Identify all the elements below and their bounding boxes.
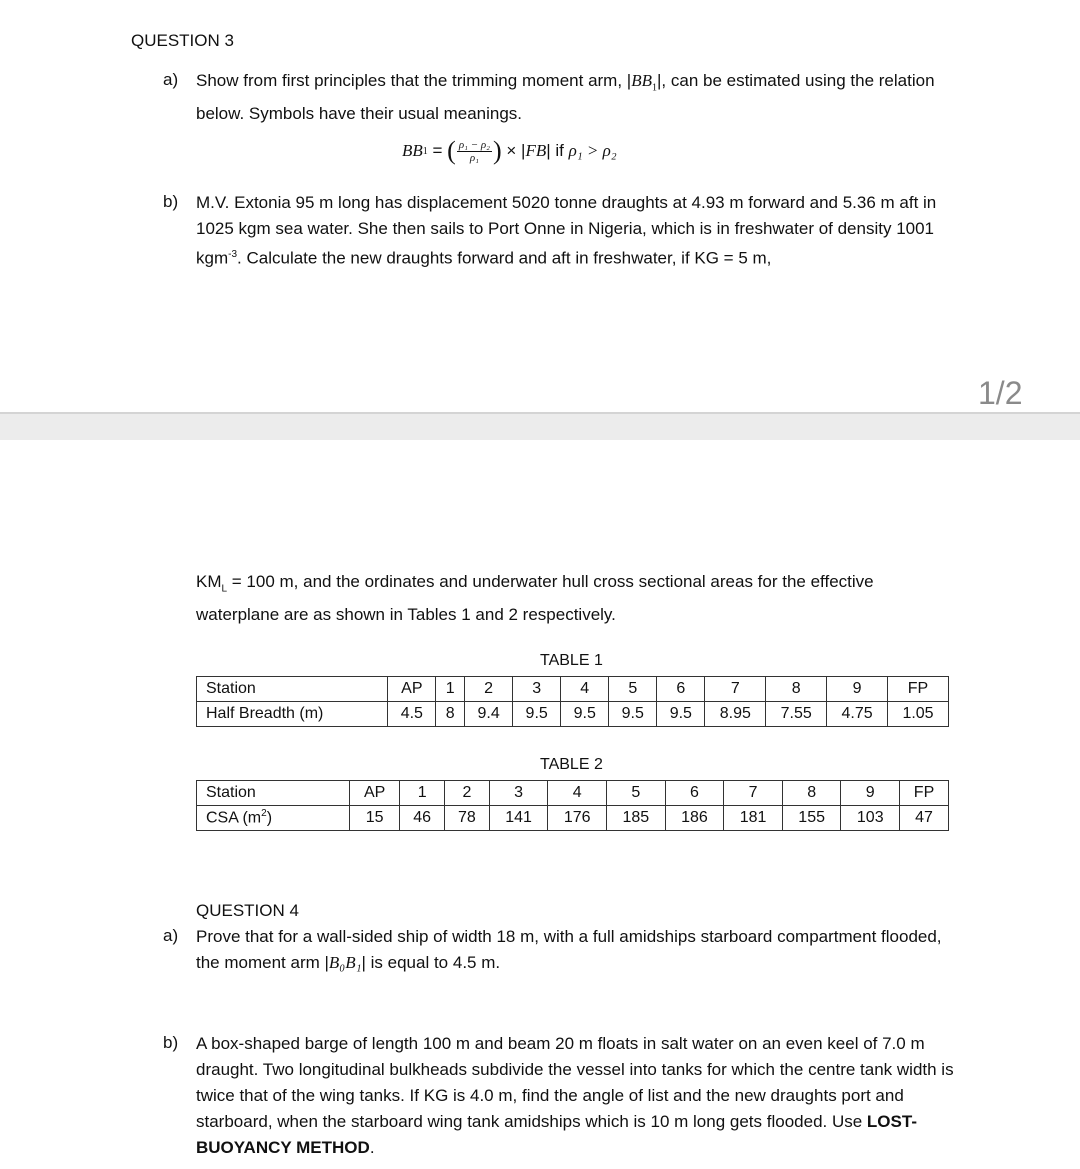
formula-lhs-sub: 1	[422, 145, 428, 157]
csa-sup: 2	[261, 808, 267, 820]
table-cell: 8.95	[705, 702, 766, 727]
page-number: 1/2	[978, 375, 1023, 411]
table-cell: 103	[841, 806, 900, 831]
question-3-heading: QUESTION 3	[131, 31, 234, 50]
table-cell: 186	[665, 806, 724, 831]
table-cell: 9.5	[513, 702, 561, 727]
table-cell: 8	[766, 677, 827, 702]
table-cell: AP	[350, 781, 400, 806]
table-1-station-row	[197, 677, 949, 702]
table-cell: 3	[489, 781, 548, 806]
table-1	[196, 676, 949, 727]
q3-part-a-label: a)	[163, 70, 179, 89]
csa-tail: )	[266, 809, 273, 827]
table-cell: 9.4	[465, 702, 513, 727]
table-cell: 15	[350, 806, 400, 831]
table-cell: 2	[445, 781, 490, 806]
table-cell: 185	[607, 806, 666, 831]
formula-condition: ρ₁ > ρ₂	[568, 141, 617, 160]
km-text: = 100 m, and the ordinates and underwater hull cross sectional areas for the effective waterplane are as shown in Tables 1 and 2 respectively.	[196, 572, 874, 625]
page-divider	[0, 412, 1080, 440]
table-cell: 6	[657, 677, 705, 702]
table-cell: 2	[465, 677, 513, 702]
q3-a-symbol: BB	[631, 71, 652, 90]
table-cell: 4	[548, 781, 607, 806]
trimming-arm-formula	[402, 138, 617, 164]
q4-part-a-text	[196, 924, 956, 976]
formula-if: | if	[546, 141, 569, 160]
km-subscript: L	[221, 583, 228, 595]
table-cell: 176	[548, 806, 607, 831]
q3-b-text-start: M.V. Extonia 95 m long has displacement 5020 tonne draughts at 4.93 m forward and 5.36 m aft in 1025 kgm sea water. She then sails to Port Onne in Nigeria, which is in freshwater of density 1001 kgm	[196, 193, 937, 268]
q4-a-symbol: B₀B₁	[328, 953, 362, 972]
formula-close-paren: )	[492, 136, 502, 165]
formula-times: × |	[501, 141, 526, 160]
q3-b-text-end: . Calculate the new draughts forward and aft in freshwater, if KG = 5 m,	[237, 248, 772, 268]
q3-a-symbol-sub: 1	[652, 82, 657, 94]
q4-part-b-label: b)	[163, 1033, 179, 1052]
table-2-row-head: Station	[197, 781, 350, 806]
q4-b-bold-method: LOST-BUOYANCY METHOD	[196, 1112, 917, 1157]
table-cell: 7	[705, 677, 766, 702]
formula-fraction	[457, 139, 492, 164]
q4-b-text-start: A box-shaped barge of length 100 m and beam 20 m floats in salt water on an even keel of 7.0 m draught. Two longitudinal bulkheads subdivide the vessel into tanks for which the centre tank width is twice that of the wing tanks. If KG is 4.0 m, find the angle of list and the new draughts port and starboard, when the starboard wing tank amidships which is 10 m long gets flooded. Use	[196, 1034, 954, 1131]
table-cell: 7	[724, 781, 783, 806]
table-cell: 5	[609, 677, 657, 702]
table-cell: 4.75	[827, 702, 888, 727]
table-cell: 78	[445, 806, 490, 831]
q3-a-text-end: |, can be estimated using the relation below. Symbols have their usual meanings.	[196, 71, 935, 124]
table-1-caption: TABLE 1	[540, 652, 603, 669]
q3-part-b-label: b)	[163, 192, 179, 211]
table-2	[196, 780, 949, 831]
km-statement	[196, 569, 956, 628]
table-cell: 4	[561, 677, 609, 702]
table-cell: FP	[888, 677, 949, 702]
formula-lhs: BB	[402, 141, 423, 160]
table-cell: 4.5	[388, 702, 436, 727]
table-cell: 3	[513, 677, 561, 702]
q3-a-text-start: Show from first principles that the trimming moment arm, |	[196, 71, 632, 90]
table-cell: 1	[436, 677, 465, 702]
table-2-caption: TABLE 2	[540, 756, 603, 773]
q4-a-text-start: Prove that for a wall-sided ship of width 18 m, with a full amidships starboard compartment flooded, the moment arm |	[196, 927, 942, 972]
q3-b-superscript: -3	[228, 249, 238, 260]
formula-fb: FB	[525, 141, 547, 160]
csa-label: CSA (m	[206, 809, 262, 827]
formula-numerator: ρ₁ − ρ₂	[458, 138, 490, 151]
table-cell: FP	[900, 781, 949, 806]
table-cell: 9.5	[657, 702, 705, 727]
q3-part-a-text	[196, 68, 956, 127]
table-cell: 7.55	[766, 702, 827, 727]
table-2-value-row	[197, 806, 949, 831]
table-cell: 1.05	[888, 702, 949, 727]
formula-open-paren: (	[447, 136, 456, 165]
table-cell: 9	[827, 677, 888, 702]
table-cell: 9.5	[609, 702, 657, 727]
table-cell: AP	[388, 677, 436, 702]
table-cell: 155	[782, 806, 841, 831]
q4-b-text-end: .	[369, 1138, 375, 1157]
km-prefix: KM	[196, 572, 222, 591]
q3-part-b-text	[196, 190, 956, 272]
formula-equals: =	[427, 141, 448, 160]
table-cell: 6	[665, 781, 724, 806]
table-cell: 9.5	[561, 702, 609, 727]
question-4-heading: QUESTION 4	[196, 901, 299, 920]
table-cell: 1	[400, 781, 445, 806]
table-2-row-head-csa	[197, 806, 350, 831]
q4-a-text-end: | is equal to 4.5 m.	[361, 953, 501, 972]
table-2-station-row	[197, 781, 949, 806]
formula-denominator: ρ₁	[469, 151, 479, 164]
table-cell: 141	[489, 806, 548, 831]
table-1-row-head: Half Breadth (m)	[197, 702, 388, 727]
table-cell: 9	[841, 781, 900, 806]
table-cell: 46	[400, 806, 445, 831]
table-cell: 8	[782, 781, 841, 806]
table-cell: 5	[607, 781, 666, 806]
table-1-value-row	[197, 702, 949, 727]
q4-part-a-label: a)	[163, 926, 179, 945]
table-cell: 47	[900, 806, 949, 831]
q4-part-b-text	[196, 1031, 956, 1161]
table-1-row-head: Station	[197, 677, 388, 702]
table-cell: 8	[436, 702, 465, 727]
table-cell: 181	[724, 806, 783, 831]
